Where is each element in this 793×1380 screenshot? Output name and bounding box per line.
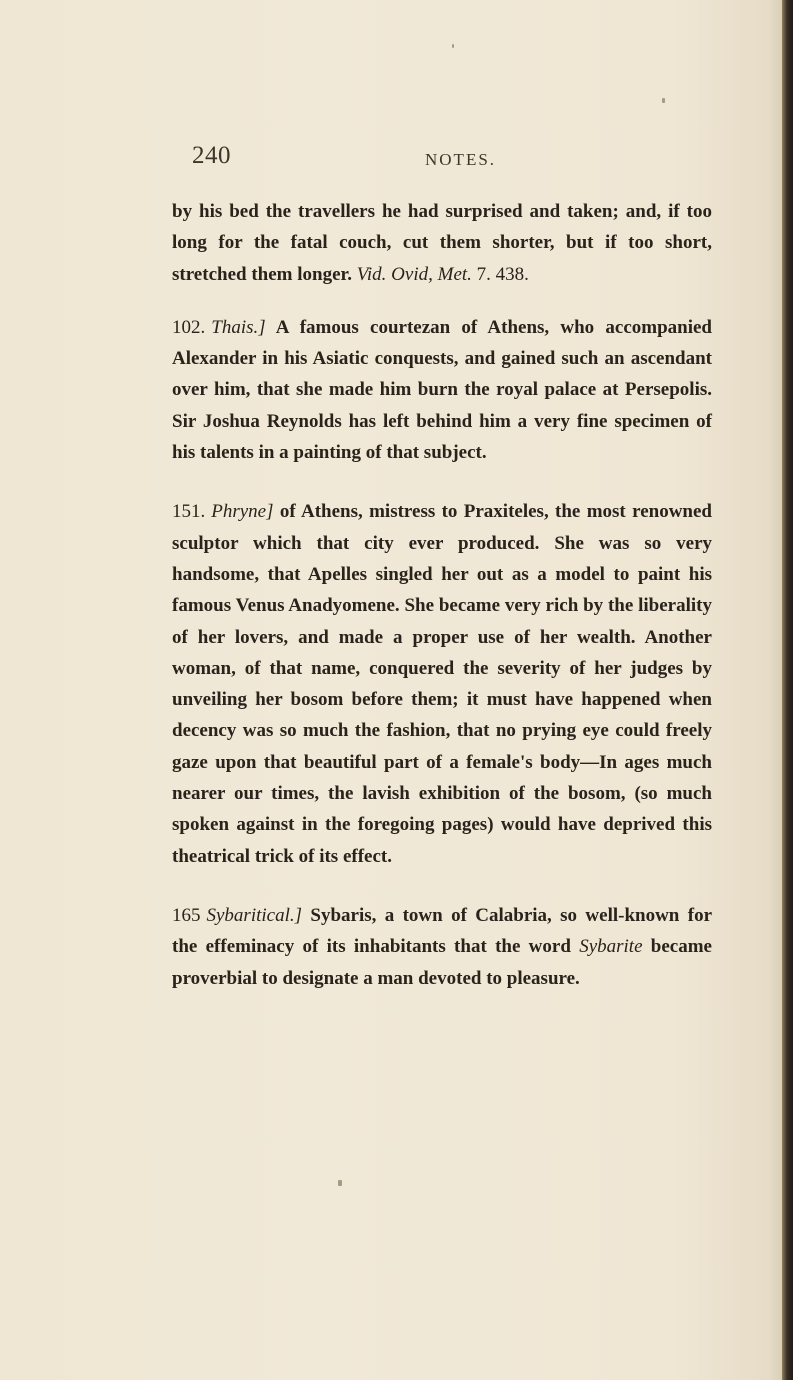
italic-word: Sybarite bbox=[579, 936, 643, 958]
citation: Vid. Ovid, Met. bbox=[356, 263, 472, 285]
note-continuation bbox=[172, 196, 712, 290]
note-lemma: Phryne] bbox=[211, 501, 274, 523]
note-number: 102. bbox=[172, 316, 206, 338]
note-text: A famous courtezan of Athens, who accompanied Alexander in his Asiatic conquests, and gained such an ascendant over him, that she made him burn the royal palace at Persepolis. Sir Joshua Reynolds has left behind him a very fine specimen of his talents in a painting of that subject. bbox=[172, 316, 712, 464]
note-lemma: Sybaritical.] bbox=[206, 904, 303, 926]
note-text: Sybaris, a town of Calabria, so well-known for the effeminacy of its inhabitants that the word bbox=[172, 904, 712, 958]
note-lemma: Thais.] bbox=[211, 316, 266, 338]
note-text: became proverbial to designate a man devoted to pleasure. bbox=[172, 936, 712, 989]
page-number: 240 bbox=[192, 142, 231, 169]
note-text: of Athens, mistress to Praxiteles, the most renowned sculptor which that city ever produced. She was so very handsome, that Apelles singled her out as a model to paint his famous Venus Anadyomene. She became very rich by the liberality of her lovers, and made a proper use of her wealth. Another woman, of that name, conquered the severity of her judges by unveiling her bosom before them; it must have happened when decency was so much the fashion, that no prying eye could freely gaze upon that beautiful part of a female's body—In ages much nearer our times, the lavish exhibition of the bosom, (so much spoken against in the foregoing pages) would have deprived this theatrical trick of its effect. bbox=[172, 501, 712, 867]
running-head: NOTES. bbox=[425, 150, 497, 169]
paper-fleck bbox=[338, 1180, 342, 1186]
page-edge-shadow bbox=[782, 0, 793, 1380]
note-165 bbox=[172, 900, 712, 994]
note-151 bbox=[172, 496, 712, 872]
note-number: 151. bbox=[172, 501, 206, 523]
citation-ref: 7. 438. bbox=[471, 263, 529, 285]
note-number: 165 bbox=[172, 904, 201, 926]
page-header bbox=[192, 142, 712, 182]
note-102 bbox=[172, 312, 712, 468]
paper-fleck bbox=[662, 98, 665, 103]
note-text: by his bed the travellers he had surprised and taken; and, if too long for the fatal couch, cut them shorter, but if too short, stretched them longer. bbox=[172, 201, 712, 285]
notes-body bbox=[172, 196, 712, 1022]
paper-fleck bbox=[452, 44, 454, 48]
